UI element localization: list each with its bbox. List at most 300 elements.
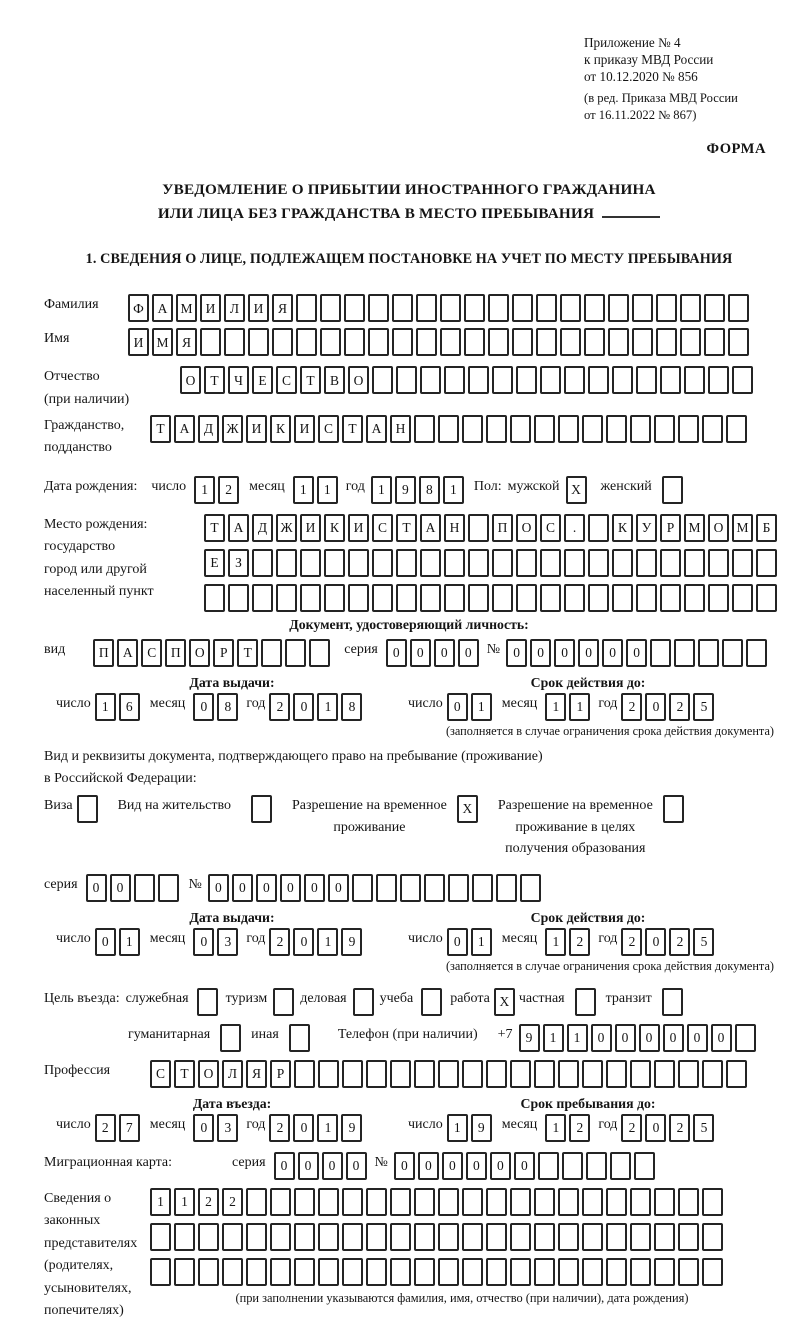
cell[interactable]: К <box>270 415 291 443</box>
cell[interactable]: 8 <box>341 693 362 721</box>
cell[interactable]: 1 <box>119 928 140 956</box>
cell[interactable] <box>678 1258 699 1286</box>
cell[interactable] <box>735 1024 756 1052</box>
cell[interactable]: 5 <box>693 928 714 956</box>
cell[interactable] <box>558 1188 579 1216</box>
cell[interactable] <box>424 874 445 902</box>
cell[interactable] <box>606 1060 627 1088</box>
cell[interactable]: Т <box>300 366 321 394</box>
cell[interactable] <box>582 415 603 443</box>
cell[interactable] <box>726 415 747 443</box>
cell[interactable]: 0 <box>447 928 468 956</box>
cell[interactable]: Р <box>660 514 681 542</box>
cell[interactable]: 1 <box>371 476 392 504</box>
cell[interactable]: З <box>228 549 249 577</box>
cell[interactable] <box>632 328 653 356</box>
cell[interactable]: М <box>152 328 173 356</box>
cell[interactable] <box>353 988 374 1016</box>
cell[interactable] <box>77 795 98 823</box>
cell[interactable]: 0 <box>645 693 666 721</box>
cell[interactable] <box>224 328 245 356</box>
cell[interactable] <box>324 584 345 612</box>
cell[interactable] <box>246 1258 267 1286</box>
cell[interactable] <box>285 639 306 667</box>
cell[interactable] <box>660 549 681 577</box>
cell[interactable]: 0 <box>193 928 214 956</box>
cell[interactable]: 2 <box>669 928 690 956</box>
cell[interactable]: 1 <box>293 476 314 504</box>
cell[interactable]: 0 <box>410 639 431 667</box>
cell[interactable] <box>630 1060 651 1088</box>
cell[interactable] <box>486 415 507 443</box>
cell[interactable]: 0 <box>466 1152 487 1180</box>
cell[interactable] <box>276 549 297 577</box>
cell[interactable]: 1 <box>569 693 590 721</box>
cell[interactable]: А <box>366 415 387 443</box>
cell[interactable] <box>584 294 605 322</box>
cell[interactable]: М <box>176 294 197 322</box>
cell[interactable] <box>300 549 321 577</box>
cell[interactable] <box>366 1060 387 1088</box>
cell[interactable] <box>372 549 393 577</box>
cell[interactable]: С <box>372 514 393 542</box>
cell[interactable] <box>732 549 753 577</box>
cell[interactable] <box>588 366 609 394</box>
cell[interactable]: 1 <box>545 693 566 721</box>
cell[interactable]: 1 <box>545 928 566 956</box>
cell[interactable] <box>588 549 609 577</box>
cell[interactable] <box>158 874 179 902</box>
cell[interactable]: 9 <box>341 928 362 956</box>
cell[interactable] <box>348 549 369 577</box>
cell[interactable] <box>656 328 677 356</box>
cell[interactable]: А <box>420 514 441 542</box>
cell[interactable] <box>756 549 777 577</box>
cell[interactable]: 1 <box>317 693 338 721</box>
cell[interactable] <box>342 1188 363 1216</box>
cell[interactable]: А <box>152 294 173 322</box>
cell[interactable]: 0 <box>293 928 314 956</box>
cell[interactable]: Т <box>150 415 171 443</box>
cell[interactable] <box>464 328 485 356</box>
cell[interactable]: 0 <box>514 1152 535 1180</box>
cell[interactable] <box>352 874 373 902</box>
cell[interactable] <box>488 294 509 322</box>
cell[interactable] <box>462 415 483 443</box>
cell[interactable]: Т <box>204 366 225 394</box>
cell[interactable] <box>270 1223 291 1251</box>
cell[interactable] <box>488 328 509 356</box>
cell[interactable] <box>468 514 489 542</box>
cell[interactable] <box>575 988 596 1016</box>
cell[interactable]: 0 <box>280 874 301 902</box>
cell[interactable] <box>564 366 585 394</box>
cell[interactable] <box>318 1060 339 1088</box>
cell[interactable] <box>636 584 657 612</box>
cell[interactable] <box>414 1188 435 1216</box>
cell[interactable] <box>486 1060 507 1088</box>
cell[interactable] <box>294 1188 315 1216</box>
cell[interactable] <box>654 415 675 443</box>
cell[interactable] <box>680 294 701 322</box>
cell[interactable] <box>630 1188 651 1216</box>
cell[interactable] <box>610 1152 631 1180</box>
cell[interactable] <box>534 1258 555 1286</box>
cell[interactable] <box>516 549 537 577</box>
cell[interactable] <box>632 294 653 322</box>
cell[interactable] <box>342 1258 363 1286</box>
cell[interactable] <box>320 328 341 356</box>
cell[interactable] <box>663 795 684 823</box>
cell[interactable] <box>534 1060 555 1088</box>
cell[interactable]: 1 <box>471 928 492 956</box>
cell[interactable] <box>702 1060 723 1088</box>
cell[interactable]: Т <box>174 1060 195 1088</box>
cell[interactable] <box>276 584 297 612</box>
cell[interactable] <box>708 366 729 394</box>
cell[interactable]: 1 <box>447 1114 468 1142</box>
cell[interactable] <box>440 294 461 322</box>
cell[interactable] <box>732 584 753 612</box>
cell[interactable]: 2 <box>569 1114 590 1142</box>
cell[interactable] <box>534 415 555 443</box>
cell[interactable] <box>248 328 269 356</box>
cell[interactable]: И <box>294 415 315 443</box>
cell[interactable]: 9 <box>395 476 416 504</box>
cell[interactable] <box>366 1223 387 1251</box>
cell[interactable]: Ф <box>128 294 149 322</box>
cell[interactable] <box>608 328 629 356</box>
cell[interactable] <box>630 415 651 443</box>
cell[interactable] <box>366 1188 387 1216</box>
cell[interactable] <box>684 549 705 577</box>
cell[interactable] <box>558 1223 579 1251</box>
cell[interactable] <box>392 328 413 356</box>
cell[interactable] <box>486 1258 507 1286</box>
cell[interactable]: О <box>516 514 537 542</box>
cell[interactable] <box>296 328 317 356</box>
cell[interactable]: Ч <box>228 366 249 394</box>
cell[interactable] <box>534 1188 555 1216</box>
cell[interactable]: 0 <box>293 693 314 721</box>
cell[interactable]: X <box>457 795 478 823</box>
cell[interactable] <box>562 1152 583 1180</box>
cell[interactable]: 0 <box>578 639 599 667</box>
cell[interactable]: Я <box>272 294 293 322</box>
cell[interactable]: К <box>612 514 633 542</box>
cell[interactable] <box>654 1258 675 1286</box>
cell[interactable] <box>728 328 749 356</box>
cell[interactable] <box>414 1223 435 1251</box>
cell[interactable] <box>728 294 749 322</box>
cell[interactable] <box>662 988 683 1016</box>
cell[interactable]: Д <box>252 514 273 542</box>
cell[interactable] <box>462 1223 483 1251</box>
cell[interactable] <box>396 366 417 394</box>
cell[interactable] <box>558 1060 579 1088</box>
cell[interactable]: 0 <box>711 1024 732 1052</box>
cell[interactable] <box>318 1258 339 1286</box>
cell[interactable] <box>678 1223 699 1251</box>
cell[interactable]: 0 <box>328 874 349 902</box>
cell[interactable]: 1 <box>471 693 492 721</box>
cell[interactable] <box>150 1258 171 1286</box>
cell[interactable] <box>390 1188 411 1216</box>
cell[interactable] <box>324 549 345 577</box>
cell[interactable] <box>606 1223 627 1251</box>
cell[interactable] <box>588 514 609 542</box>
cell[interactable] <box>678 1060 699 1088</box>
cell[interactable]: 5 <box>693 693 714 721</box>
cell[interactable]: В <box>324 366 345 394</box>
cell[interactable] <box>438 415 459 443</box>
cell[interactable]: 0 <box>418 1152 439 1180</box>
cell[interactable] <box>416 328 437 356</box>
cell[interactable] <box>252 549 273 577</box>
cell[interactable]: 9 <box>519 1024 540 1052</box>
cell[interactable] <box>309 639 330 667</box>
cell[interactable] <box>722 639 743 667</box>
cell[interactable]: 0 <box>110 874 131 902</box>
cell[interactable]: 0 <box>86 874 107 902</box>
cell[interactable] <box>582 1060 603 1088</box>
cell[interactable] <box>662 476 683 504</box>
cell[interactable]: 1 <box>174 1188 195 1216</box>
cell[interactable] <box>294 1223 315 1251</box>
cell[interactable]: 3 <box>217 928 238 956</box>
cell[interactable] <box>634 1152 655 1180</box>
cell[interactable] <box>540 549 561 577</box>
cell[interactable]: 0 <box>530 639 551 667</box>
cell[interactable]: 1 <box>317 1114 338 1142</box>
cell[interactable] <box>420 584 441 612</box>
cell[interactable] <box>660 584 681 612</box>
cell[interactable] <box>564 584 585 612</box>
cell[interactable] <box>246 1223 267 1251</box>
cell[interactable] <box>438 1188 459 1216</box>
cell[interactable] <box>222 1223 243 1251</box>
cell[interactable] <box>438 1223 459 1251</box>
cell[interactable]: 1 <box>194 476 215 504</box>
cell[interactable] <box>510 415 531 443</box>
cell[interactable]: Р <box>213 639 234 667</box>
cell[interactable] <box>464 294 485 322</box>
cell[interactable]: X <box>494 988 515 1016</box>
cell[interactable] <box>708 549 729 577</box>
cell[interactable] <box>197 988 218 1016</box>
cell[interactable]: 0 <box>458 639 479 667</box>
cell[interactable]: 0 <box>386 639 407 667</box>
cell[interactable]: 0 <box>256 874 277 902</box>
cell[interactable]: 0 <box>663 1024 684 1052</box>
cell[interactable]: Я <box>176 328 197 356</box>
cell[interactable]: И <box>348 514 369 542</box>
cell[interactable] <box>252 584 273 612</box>
cell[interactable] <box>756 584 777 612</box>
cell[interactable]: 6 <box>119 693 140 721</box>
cell[interactable]: 0 <box>95 928 116 956</box>
cell[interactable] <box>680 328 701 356</box>
cell[interactable]: 0 <box>442 1152 463 1180</box>
cell[interactable]: О <box>189 639 210 667</box>
cell[interactable]: 9 <box>471 1114 492 1142</box>
cell[interactable]: А <box>228 514 249 542</box>
cell[interactable] <box>414 1258 435 1286</box>
cell[interactable] <box>560 328 581 356</box>
cell[interactable]: 5 <box>693 1114 714 1142</box>
cell[interactable]: 0 <box>293 1114 314 1142</box>
cell[interactable] <box>612 549 633 577</box>
cell[interactable] <box>636 366 657 394</box>
cell[interactable] <box>342 1223 363 1251</box>
cell[interactable] <box>704 294 725 322</box>
cell[interactable]: 0 <box>626 639 647 667</box>
cell[interactable] <box>390 1258 411 1286</box>
cell[interactable]: 2 <box>621 1114 642 1142</box>
cell[interactable] <box>372 584 393 612</box>
cell[interactable]: X <box>566 476 587 504</box>
cell[interactable]: 7 <box>119 1114 140 1142</box>
cell[interactable] <box>468 366 489 394</box>
cell[interactable]: 3 <box>217 1114 238 1142</box>
cell[interactable] <box>204 584 225 612</box>
cell[interactable]: 8 <box>419 476 440 504</box>
cell[interactable]: А <box>174 415 195 443</box>
cell[interactable]: Р <box>270 1060 291 1088</box>
cell[interactable]: 0 <box>274 1152 295 1180</box>
cell[interactable] <box>558 1258 579 1286</box>
cell[interactable]: 2 <box>269 928 290 956</box>
cell[interactable]: Т <box>204 514 225 542</box>
cell[interactable] <box>318 1188 339 1216</box>
cell[interactable] <box>462 1060 483 1088</box>
cell[interactable] <box>660 366 681 394</box>
cell[interactable] <box>296 294 317 322</box>
cell[interactable]: А <box>117 639 138 667</box>
cell[interactable] <box>726 1060 747 1088</box>
cell[interactable]: 0 <box>645 928 666 956</box>
cell[interactable] <box>440 328 461 356</box>
cell[interactable]: О <box>198 1060 219 1088</box>
cell[interactable] <box>368 294 389 322</box>
cell[interactable]: 0 <box>602 639 623 667</box>
cell[interactable] <box>492 549 513 577</box>
cell[interactable] <box>612 366 633 394</box>
cell[interactable] <box>540 584 561 612</box>
cell[interactable] <box>372 366 393 394</box>
cell[interactable]: 2 <box>198 1188 219 1216</box>
cell[interactable] <box>496 874 517 902</box>
cell[interactable]: С <box>540 514 561 542</box>
cell[interactable] <box>538 1152 559 1180</box>
cell[interactable] <box>582 1188 603 1216</box>
cell[interactable] <box>630 1223 651 1251</box>
cell[interactable] <box>536 294 557 322</box>
cell[interactable] <box>300 584 321 612</box>
cell[interactable]: Н <box>390 415 411 443</box>
cell[interactable] <box>270 1188 291 1216</box>
cell[interactable] <box>516 584 537 612</box>
cell[interactable]: 0 <box>615 1024 636 1052</box>
cell[interactable]: 0 <box>193 1114 214 1142</box>
cell[interactable]: С <box>276 366 297 394</box>
cell[interactable] <box>438 1258 459 1286</box>
cell[interactable] <box>270 1258 291 1286</box>
cell[interactable]: Т <box>237 639 258 667</box>
cell[interactable]: 1 <box>95 693 116 721</box>
cell[interactable]: И <box>248 294 269 322</box>
cell[interactable] <box>468 584 489 612</box>
cell[interactable] <box>200 328 221 356</box>
cell[interactable]: 0 <box>506 639 527 667</box>
cell[interactable] <box>520 874 541 902</box>
cell[interactable]: М <box>684 514 705 542</box>
cell[interactable]: О <box>348 366 369 394</box>
cell[interactable] <box>656 294 677 322</box>
cell[interactable]: 0 <box>639 1024 660 1052</box>
cell[interactable] <box>390 1060 411 1088</box>
cell[interactable] <box>704 328 725 356</box>
cell[interactable]: 0 <box>645 1114 666 1142</box>
cell[interactable]: Ж <box>276 514 297 542</box>
cell[interactable] <box>294 1060 315 1088</box>
cell[interactable] <box>444 584 465 612</box>
cell[interactable]: 1 <box>317 928 338 956</box>
cell[interactable] <box>588 584 609 612</box>
cell[interactable] <box>684 584 705 612</box>
cell[interactable]: 0 <box>304 874 325 902</box>
cell[interactable]: 1 <box>543 1024 564 1052</box>
cell[interactable] <box>702 415 723 443</box>
cell[interactable] <box>366 1258 387 1286</box>
cell[interactable]: И <box>128 328 149 356</box>
cell[interactable] <box>318 1223 339 1251</box>
cell[interactable] <box>261 639 282 667</box>
cell[interactable] <box>492 366 513 394</box>
cell[interactable] <box>534 1223 555 1251</box>
cell[interactable]: И <box>300 514 321 542</box>
cell[interactable] <box>702 1258 723 1286</box>
cell[interactable]: П <box>165 639 186 667</box>
cell[interactable] <box>294 1258 315 1286</box>
cell[interactable] <box>698 639 719 667</box>
cell[interactable] <box>320 294 341 322</box>
cell[interactable]: И <box>200 294 221 322</box>
cell[interactable] <box>420 366 441 394</box>
cell[interactable]: Я <box>246 1060 267 1088</box>
cell[interactable] <box>344 294 365 322</box>
cell[interactable] <box>220 1024 241 1052</box>
cell[interactable]: 2 <box>222 1188 243 1216</box>
cell[interactable] <box>540 366 561 394</box>
cell[interactable] <box>510 1188 531 1216</box>
cell[interactable] <box>273 988 294 1016</box>
cell[interactable]: 2 <box>669 693 690 721</box>
cell[interactable]: С <box>141 639 162 667</box>
cell[interactable] <box>289 1024 310 1052</box>
cell[interactable]: 0 <box>322 1152 343 1180</box>
cell[interactable] <box>421 988 442 1016</box>
cell[interactable] <box>251 795 272 823</box>
cell[interactable]: Е <box>252 366 273 394</box>
cell[interactable]: О <box>180 366 201 394</box>
cell[interactable] <box>586 1152 607 1180</box>
cell[interactable]: 0 <box>687 1024 708 1052</box>
cell[interactable]: 8 <box>217 693 238 721</box>
cell[interactable] <box>630 1258 651 1286</box>
cell[interactable] <box>134 874 155 902</box>
cell[interactable]: Л <box>222 1060 243 1088</box>
